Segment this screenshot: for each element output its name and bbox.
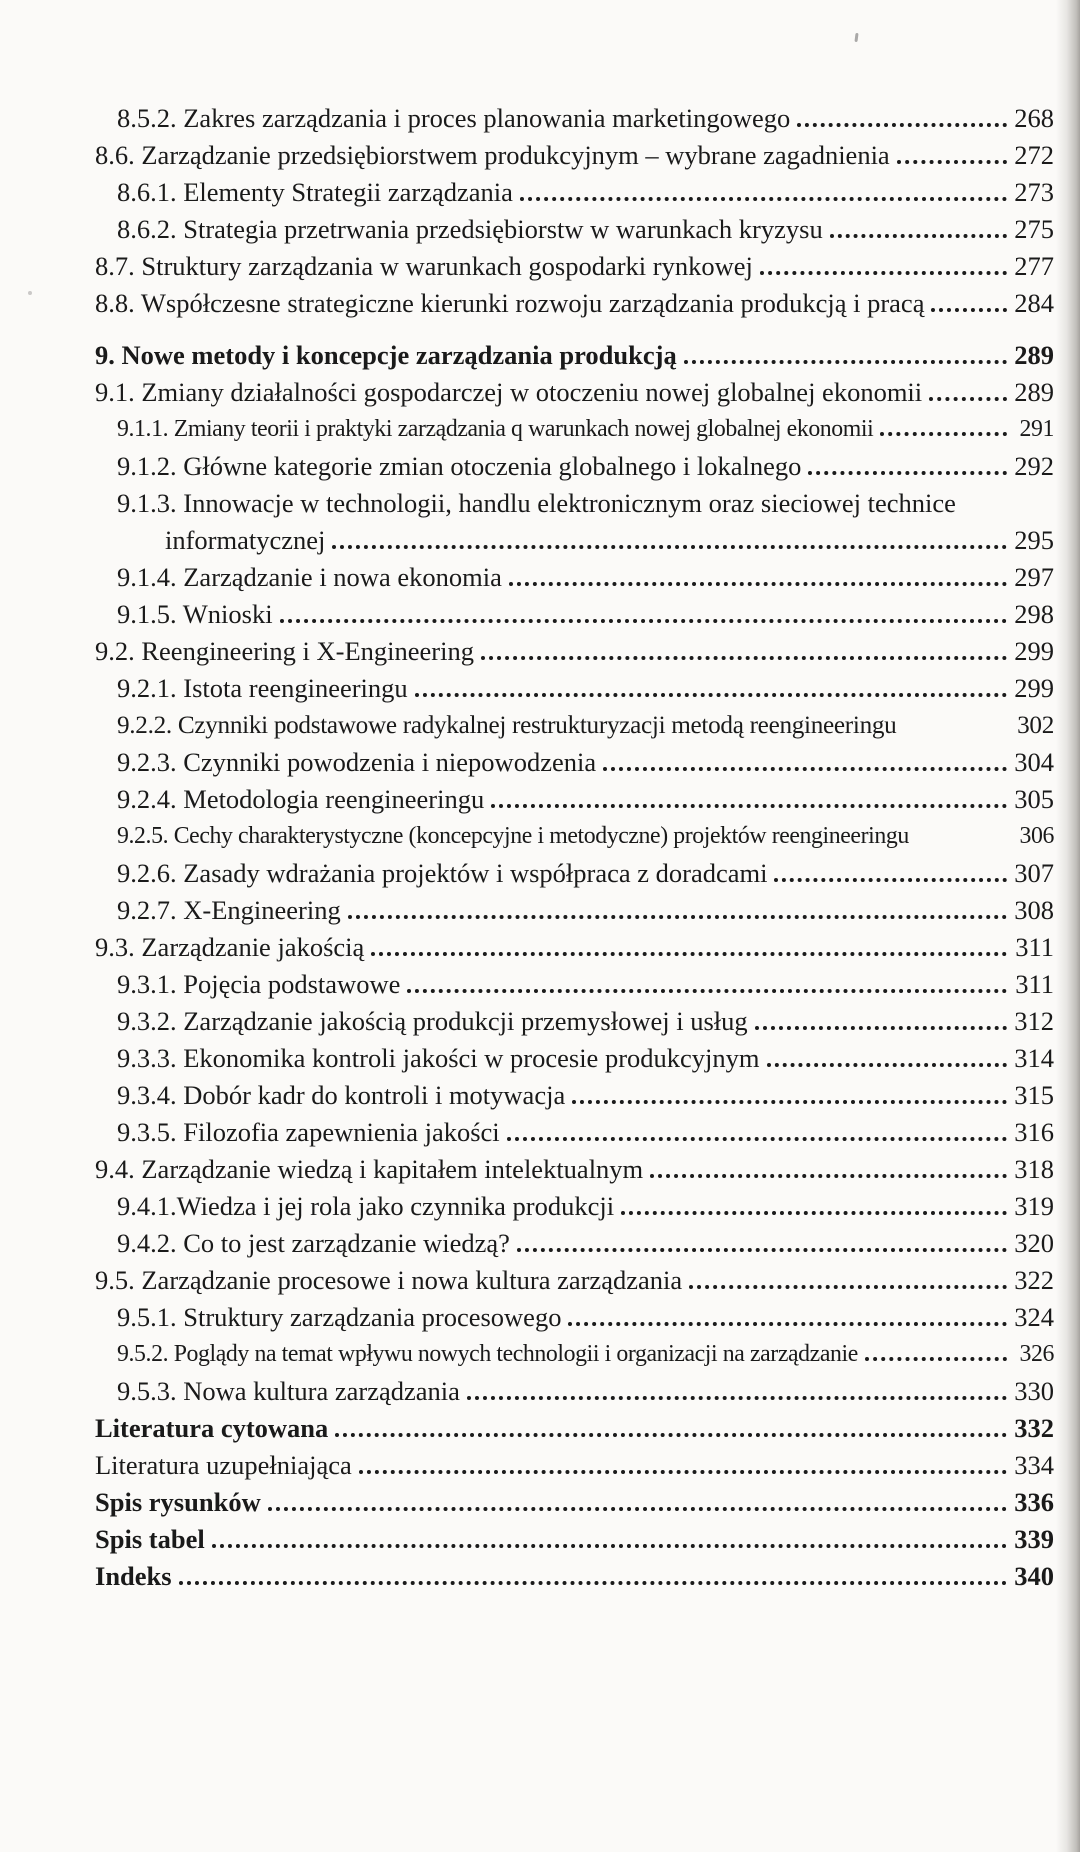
dot-leader bbox=[897, 160, 1007, 164]
toc-entry-page: 332 bbox=[1014, 1413, 1054, 1443]
toc-entry bbox=[95, 1299, 1054, 1336]
toc-entry-page: 314 bbox=[1014, 1043, 1054, 1073]
toc-entry-label: 9.2.1. Istota reengineeringu bbox=[117, 673, 408, 703]
toc-entry bbox=[95, 1262, 1054, 1299]
toc-entry-page: 299 bbox=[1014, 673, 1054, 703]
dot-leader bbox=[517, 1248, 1007, 1252]
toc-entry-label: Literatura uzupełniająca bbox=[95, 1450, 352, 1480]
toc-entry bbox=[95, 337, 1054, 374]
toc-entry-label: 9.1.3. Innowacje w technologii, handlu elektronicznym oraz sieciowej technice bbox=[117, 488, 956, 518]
dot-leader bbox=[520, 197, 1007, 201]
toc-entry-page: 334 bbox=[1014, 1450, 1054, 1480]
toc-entry-page: 330 bbox=[1014, 1376, 1054, 1406]
toc-entry-page: 324 bbox=[1014, 1302, 1054, 1332]
toc-entry-label: 9.4. Zarządzanie wiedzą i kapitałem intelektualnym bbox=[95, 1154, 644, 1184]
dot-leader bbox=[774, 878, 1007, 882]
toc-entry-label: Literatura cytowana bbox=[95, 1413, 329, 1443]
toc-entry-page: 312 bbox=[1014, 1006, 1054, 1036]
scan-speck bbox=[28, 291, 32, 295]
toc-entry-page: 305 bbox=[1014, 784, 1054, 814]
toc-entry-page: 277 bbox=[1014, 251, 1054, 281]
toc-entry-label: 9.1. Zmiany działalności gospodarczej w otoczeniu nowej globalnej ekonomii bbox=[95, 377, 923, 407]
toc-entry bbox=[95, 1151, 1054, 1188]
toc-entry-page: 275 bbox=[1014, 214, 1054, 244]
toc-entry-label: informatycznej bbox=[165, 525, 326, 555]
dot-leader bbox=[179, 1581, 1007, 1585]
toc-list bbox=[95, 100, 1054, 1595]
toc-entry-label: 9.3.2. Zarządzanie jakością produkcji przemysłowej i usług bbox=[117, 1006, 748, 1036]
toc-entry-label: 9.3.5. Filozofia zapewnienia jakości bbox=[117, 1117, 500, 1147]
toc-entry bbox=[95, 1077, 1054, 1114]
toc-entry bbox=[95, 1225, 1054, 1262]
toc-entry bbox=[95, 1410, 1054, 1447]
toc-entry bbox=[95, 1447, 1054, 1484]
toc-entry-label: 9.5.3. Nowa kultura zarządzania bbox=[117, 1376, 460, 1406]
toc-entry-label: 9.3.4. Dobór kadr do kontroli i motywacja bbox=[117, 1080, 566, 1110]
dot-leader bbox=[467, 1396, 1007, 1400]
toc-entry-page: 284 bbox=[1014, 288, 1054, 318]
toc-entry bbox=[95, 522, 1054, 559]
toc-entry bbox=[95, 559, 1054, 596]
toc-entry-page: 297 bbox=[1014, 562, 1054, 592]
toc-entry-page: 272 bbox=[1014, 140, 1054, 170]
toc-entry bbox=[95, 855, 1054, 892]
toc-entry bbox=[95, 929, 1054, 966]
toc-entry-label: 8.5.2. Zakres zarządzania i proces planowania marketingowego bbox=[117, 103, 791, 133]
dot-leader bbox=[830, 234, 1007, 238]
toc-entry bbox=[95, 285, 1054, 322]
toc-entry-page: 315 bbox=[1014, 1080, 1054, 1110]
dot-leader bbox=[509, 582, 1007, 586]
toc-entry-page: 308 bbox=[1014, 895, 1054, 925]
toc-entry-page: 268 bbox=[1014, 103, 1054, 133]
toc-entry bbox=[95, 174, 1054, 211]
toc-entry-label: Indeks bbox=[95, 1561, 172, 1591]
toc-entry-page: 311 bbox=[1015, 932, 1054, 962]
toc-entry bbox=[95, 670, 1054, 707]
toc-entry-label: 9.3.3. Ekonomika kontroli jakości w procesie produkcyjnym bbox=[117, 1043, 760, 1073]
toc-entry-page: 339 bbox=[1014, 1524, 1054, 1554]
toc-entry-label: 8.6.1. Elementy Strategii zarządzania bbox=[117, 177, 513, 207]
dot-leader bbox=[481, 656, 1007, 660]
dot-leader bbox=[650, 1174, 1007, 1178]
toc-entry bbox=[95, 596, 1054, 633]
toc-entry-label: 9.2.4. Metodologia reengineeringu bbox=[117, 784, 485, 814]
toc-entry-label: 9.4.2. Co to jest zarządzanie wiedzą? bbox=[117, 1228, 510, 1258]
dot-leader bbox=[684, 360, 1007, 364]
dot-leader bbox=[280, 619, 1007, 623]
dot-leader bbox=[603, 767, 1007, 771]
dot-leader bbox=[507, 1137, 1007, 1141]
toc-entry-label: 8.7. Struktury zarządzania w warunkach gospodarki rynkowej bbox=[95, 251, 753, 281]
toc-entry-page: 316 bbox=[1014, 1117, 1054, 1147]
toc-entry bbox=[95, 707, 1054, 744]
toc-entry bbox=[95, 1040, 1054, 1077]
toc-entry-page: 304 bbox=[1014, 747, 1054, 777]
dot-leader bbox=[268, 1507, 1007, 1511]
dot-leader bbox=[407, 989, 1007, 993]
toc-entry bbox=[95, 633, 1054, 670]
dot-leader bbox=[621, 1211, 1007, 1215]
dot-leader bbox=[903, 729, 1007, 733]
dot-leader bbox=[929, 397, 1007, 401]
toc-entry bbox=[95, 374, 1054, 411]
toc-entry-page: 273 bbox=[1014, 177, 1054, 207]
toc-entry bbox=[95, 1373, 1054, 1410]
toc-entry-label: 9.2.5. Cechy charakterystyczne (koncepcyjne i metodyczne) projektów reengineeringu bbox=[117, 823, 909, 849]
toc-entry-page: 318 bbox=[1014, 1154, 1054, 1184]
dot-leader bbox=[212, 1544, 1007, 1548]
toc-entry-page: 340 bbox=[1014, 1561, 1054, 1591]
toc-entry-page: 298 bbox=[1014, 599, 1054, 629]
toc-entry bbox=[95, 818, 1054, 855]
toc-entry-label: 9.2.2. Czynniki podstawowe radykalnej restrukturyzacji metodą reengineeringu bbox=[117, 712, 897, 739]
dot-leader bbox=[760, 271, 1007, 275]
toc-entry-page: 311 bbox=[1015, 969, 1054, 999]
toc-entry bbox=[95, 966, 1054, 1003]
toc-entry bbox=[95, 1558, 1054, 1595]
dot-leader bbox=[568, 1322, 1007, 1326]
toc-entry-page: 292 bbox=[1014, 451, 1054, 481]
toc-entry-page: 307 bbox=[1014, 858, 1054, 888]
toc-entry-page: 289 bbox=[1014, 340, 1054, 370]
toc-entry-label: 9.1.4. Zarządzanie i nowa ekonomia bbox=[117, 562, 502, 592]
toc-entry-label: 9.1.1. Zmiany teorii i praktyki zarządzania q warunkach nowej globalnej ekonomii bbox=[117, 416, 874, 442]
toc-entry-label: 9. Nowe metody i koncepcje zarządzania produkcją bbox=[95, 340, 677, 370]
toc-entry-label: 9.1.2. Główne kategorie zmian otoczenia globalnego i lokalnego bbox=[117, 451, 802, 481]
toc-entry bbox=[95, 892, 1054, 929]
toc-entry-page: 289 bbox=[1014, 377, 1054, 407]
dot-leader bbox=[880, 432, 1007, 436]
dot-leader bbox=[865, 1357, 1007, 1361]
toc-entry-page: 302 bbox=[1017, 712, 1054, 739]
toc-entry bbox=[95, 100, 1054, 137]
dot-leader bbox=[689, 1285, 1007, 1289]
toc-entry bbox=[95, 1336, 1054, 1373]
toc-entry-label: 9.4.1.Wiedza i jej rola jako czynnika produkcji bbox=[117, 1191, 615, 1221]
toc-entry bbox=[95, 448, 1054, 485]
toc-entry-label: 8.6.2. Strategia przetrwania przedsiębiorstw w warunkach kryzysu bbox=[117, 214, 823, 244]
toc-entry-page: 291 bbox=[1019, 416, 1054, 442]
toc-entry-label: 9.3.1. Pojęcia podstawowe bbox=[117, 969, 401, 999]
toc-entry-page: 295 bbox=[1014, 525, 1054, 555]
toc-entry-label: 9.5.2. Poglądy na temat wpływu nowych technologii i organizacji na zarządzanie bbox=[117, 1341, 858, 1367]
toc-entry bbox=[95, 1521, 1054, 1558]
dot-leader bbox=[755, 1026, 1007, 1030]
toc-entry-page: 326 bbox=[1019, 1341, 1054, 1367]
toc-entry-label: 9.2. Reengineering i X-Engineering bbox=[95, 636, 474, 666]
toc-entry-label: Spis rysunków bbox=[95, 1487, 261, 1517]
scan-edge-shadow bbox=[1056, 0, 1080, 1852]
dot-leader bbox=[359, 1470, 1007, 1474]
dot-leader bbox=[491, 804, 1007, 808]
dot-leader bbox=[808, 471, 1007, 475]
dot-leader bbox=[767, 1063, 1007, 1067]
toc-entry bbox=[95, 1188, 1054, 1225]
dot-leader bbox=[332, 545, 1007, 549]
toc-entry-label: 9.5. Zarządzanie procesowe i nowa kultura zarządzania bbox=[95, 1265, 683, 1295]
toc-entry bbox=[95, 248, 1054, 285]
toc-entry-page: 322 bbox=[1014, 1265, 1054, 1295]
dot-leader bbox=[348, 915, 1007, 919]
dot-leader bbox=[916, 839, 1007, 843]
toc-entry bbox=[95, 411, 1054, 448]
toc-entry bbox=[95, 744, 1054, 781]
dot-leader bbox=[335, 1433, 1007, 1437]
toc-entry bbox=[95, 485, 1054, 522]
toc-entry-label: 9.5.1. Struktury zarządzania procesowego bbox=[117, 1302, 562, 1332]
toc-entry bbox=[95, 1484, 1054, 1521]
toc-entry bbox=[95, 781, 1054, 818]
toc-entry-label: 8.6. Zarządzanie przedsiębiorstwem produkcyjnym – wybrane zagadnienia bbox=[95, 140, 890, 170]
toc-entry-page: 306 bbox=[1019, 823, 1054, 849]
toc-entry-label: 9.1.5. Wnioski bbox=[117, 599, 273, 629]
dot-leader bbox=[371, 952, 1007, 956]
toc-entry-page: 319 bbox=[1014, 1191, 1054, 1221]
toc-entry bbox=[95, 1114, 1054, 1151]
toc-entry-page: 320 bbox=[1014, 1228, 1054, 1258]
toc-entry bbox=[95, 211, 1054, 248]
toc-entry-page: 336 bbox=[1014, 1487, 1054, 1517]
toc-entry-label: Spis tabel bbox=[95, 1524, 205, 1554]
toc-entry-label: 9.2.6. Zasady wdrażania projektów i współpraca z doradcami bbox=[117, 858, 768, 888]
dot-leader bbox=[797, 123, 1007, 127]
toc-entry-label: 9.2.7. X-Engineering bbox=[117, 895, 341, 925]
toc-entry-label: 9.2.3. Czynniki powodzenia i niepowodzenia bbox=[117, 747, 597, 777]
dot-leader bbox=[572, 1100, 1007, 1104]
toc-entry bbox=[95, 137, 1054, 174]
dot-leader bbox=[415, 693, 1007, 697]
toc-entry-label: 9.3. Zarządzanie jakością bbox=[95, 932, 365, 962]
scan-speck bbox=[854, 33, 858, 42]
toc-entry bbox=[95, 1003, 1054, 1040]
toc-entry-label: 8.8. Współczesne strategiczne kierunki rozwoju zarządzania produkcją i pracą bbox=[95, 288, 925, 318]
toc-entry-page: 299 bbox=[1014, 636, 1054, 666]
dot-leader bbox=[931, 308, 1007, 312]
